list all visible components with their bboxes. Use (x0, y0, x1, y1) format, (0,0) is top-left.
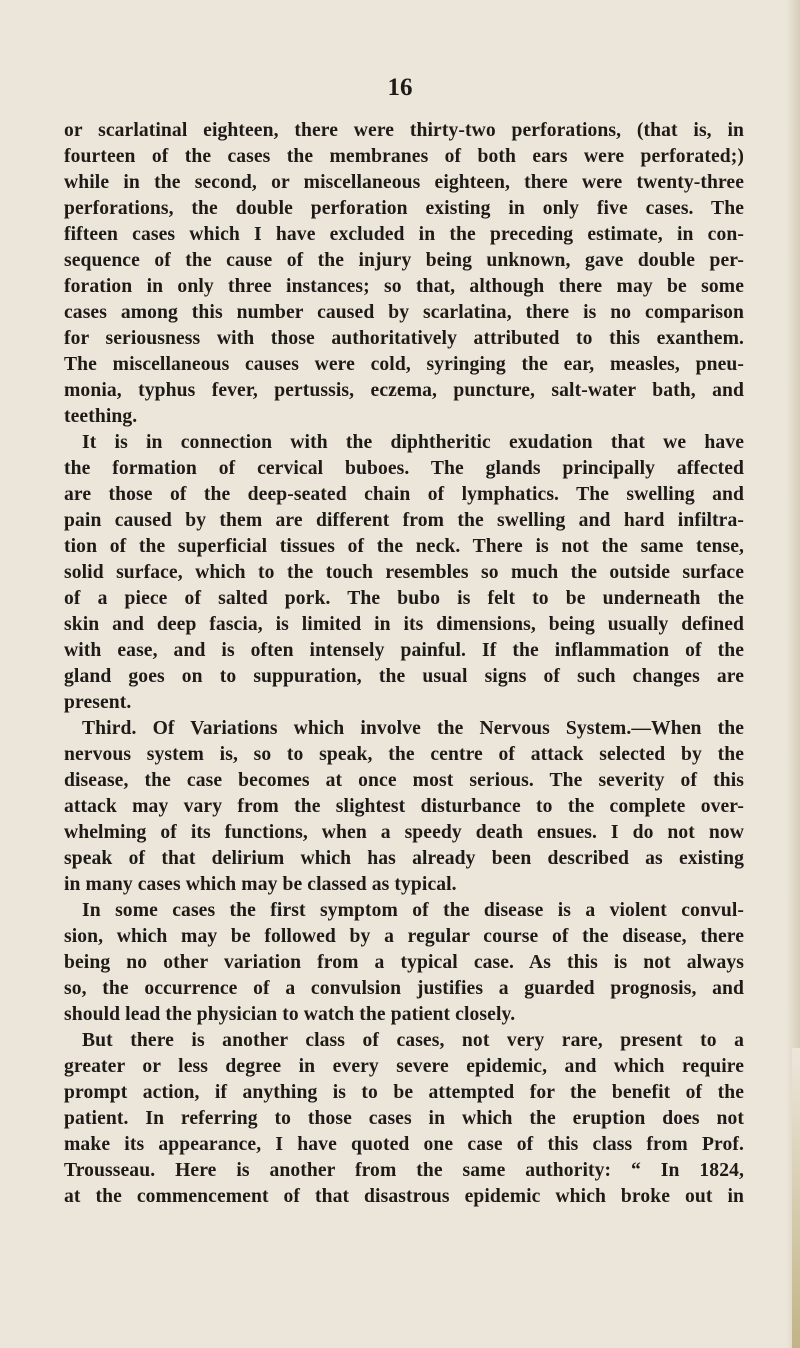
text-line: In some cases the first symptom of the disease is a violent convul- (82, 900, 744, 921)
text-line: the formation of cervical buboes. The glands principally affected (64, 458, 744, 479)
text-line: are those of the deep-seated chain of lymphatics. The swelling and (64, 484, 744, 505)
text-line: cases among this number caused by scarlatina, there is no comparison (64, 302, 744, 323)
text-line: monia, typhus fever, pertussis, eczema, puncture, salt-water bath, and (64, 380, 744, 401)
text-line: teething. (64, 406, 138, 427)
text-line: of a piece of salted pork. The bubo is felt to be underneath the (64, 588, 744, 609)
text-line: for seriousness with those authoritatively attributed to this exanthem. (64, 328, 744, 349)
text-line: attack may vary from the slightest disturbance to the complete over- (64, 796, 744, 817)
text-line: greater or less degree in every severe epidemic, and which require (64, 1056, 744, 1077)
text-line: fourteen of the cases the membranes of both ears were perforated;) (64, 146, 744, 167)
text-line: speak of that delirium which has already been described as existing (64, 848, 744, 869)
text-line: whelming of its functions, when a speedy death ensues. I do not now (64, 822, 744, 843)
text-line: solid surface, which to the touch resembles so much the outside surface (64, 562, 744, 583)
text-line: Third. Of Variations which involve the Nervous System.—When the (82, 718, 744, 739)
text-line: disease, the case becomes at once most serious. The severity of this (64, 770, 744, 791)
text-line: sequence of the cause of the injury being unknown, gave double per- (64, 250, 744, 271)
text-line: nervous system is, so to speak, the centre of attack selected by the (64, 744, 744, 765)
text-line: or scarlatinal eighteen, there were thirty-two perforations, (that is, in (64, 120, 744, 141)
text-line: But there is another class of cases, not very rare, present to a (82, 1030, 744, 1051)
text-line: prompt action, if anything is to be attempted for the benefit of the (64, 1082, 744, 1103)
text-line: perforations, the double perforation existing in only five cases. The (64, 198, 744, 219)
text-line: It is in connection with the diphtheritic exudation that we have (82, 432, 744, 453)
text-line: tion of the superficial tissues of the neck. There is not the same tense, (64, 536, 744, 557)
text-line: gland goes on to suppuration, the usual signs of such changes are (64, 666, 744, 687)
page-edge-stain (792, 1048, 800, 1348)
text-line: make its appearance, I have quoted one case of this class from Prof. (64, 1134, 744, 1155)
text-line: being no other variation from a typical case. As this is not always (64, 952, 744, 973)
page-number: 16 (387, 74, 413, 101)
text-line: pain caused by them are different from the swelling and hard infiltra- (64, 510, 744, 531)
text-line: in many cases which may be classed as typical. (64, 874, 457, 895)
text-line: sion, which may be followed by a regular course of the disease, there (64, 926, 744, 947)
page-text (64, 118, 744, 1210)
text-line: foration in only three instances; so that, although there may be some (64, 276, 744, 297)
text-line: patient. In referring to those cases in which the eruption does not (64, 1108, 744, 1129)
text-line: so, the occurrence of a convulsion justifies a guarded prognosis, and (64, 978, 744, 999)
text-line: skin and deep fascia, is limited in its dimensions, being usually defined (64, 614, 744, 635)
text-line: while in the second, or miscellaneous eighteen, there were twenty-three (64, 172, 744, 193)
text-line: should lead the physician to watch the patient closely. (64, 1004, 516, 1025)
text-line: with ease, and is often intensely painful. If the inflammation of the (64, 640, 744, 661)
text-line: Trousseau. Here is another from the same authority: “ In 1824, (64, 1160, 744, 1181)
text-line: The miscellaneous causes were cold, syringing the ear, measles, pneu- (64, 354, 744, 375)
text-line: present. (64, 692, 132, 713)
text-line: fifteen cases which I have excluded in the preceding estimate, in con- (64, 224, 744, 245)
text-line: at the commencement of that disastrous epidemic which broke out in (64, 1186, 744, 1207)
